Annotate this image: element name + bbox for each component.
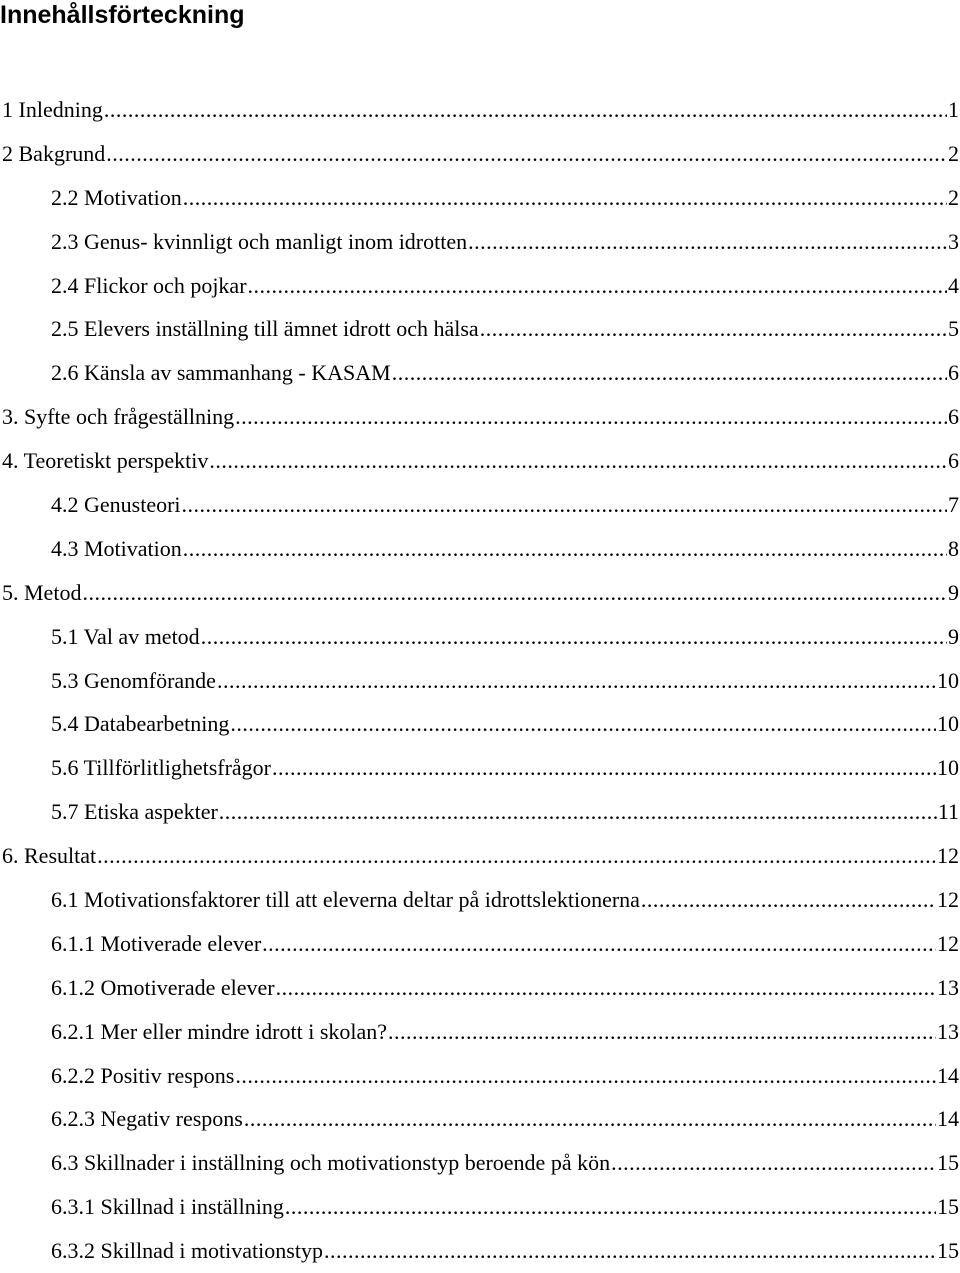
dot-leader xyxy=(285,1194,936,1220)
toc-entry[interactable] xyxy=(0,966,960,1010)
toc-entry-title: 6.3.2 Skillnad i motivationstyp xyxy=(51,1238,323,1264)
toc-entry[interactable] xyxy=(0,264,960,308)
toc-entry-page-number: 15 xyxy=(937,1238,959,1264)
dot-leader xyxy=(209,448,947,474)
toc-entry[interactable] xyxy=(0,1097,960,1141)
dot-leader xyxy=(641,887,936,913)
toc-entry-page-number: 8 xyxy=(948,535,959,561)
toc-entry-page-number: 2 xyxy=(948,140,959,166)
toc-entry-title: 2 Bakgrund xyxy=(2,140,106,166)
dot-leader xyxy=(388,1019,936,1045)
toc-entry-title: 3. Syfte och frågeställning xyxy=(2,404,235,430)
toc-entry-page-number: 14 xyxy=(937,1106,959,1132)
toc-entry[interactable] xyxy=(0,702,960,746)
dot-leader xyxy=(97,843,936,869)
dot-leader xyxy=(468,229,947,255)
dot-leader xyxy=(324,1238,936,1264)
toc-entry-title: 6. Resultat xyxy=(2,843,97,869)
toc-entry[interactable] xyxy=(0,132,960,176)
toc-entry-page-number: 10 xyxy=(937,667,959,693)
toc-entry[interactable] xyxy=(0,176,960,220)
toc-entry-title: 2.6 Känsla av sammanhang - KASAM xyxy=(51,360,391,386)
toc-entry-page-number: 6 xyxy=(948,360,959,386)
toc-entry-page-number: 9 xyxy=(948,623,959,649)
toc-entry-page-number: 2 xyxy=(948,184,959,210)
toc-entry[interactable] xyxy=(0,527,960,571)
dot-leader xyxy=(276,975,936,1001)
toc-entry-title: 6.3 Skillnader i inställning och motivationstyp beroende på kön xyxy=(51,1150,611,1176)
toc-entry-title: 5.1 Val av metod xyxy=(51,623,200,649)
toc-entry[interactable] xyxy=(0,88,960,132)
toc-entry-title: 6.3.1 Skillnad i inställning xyxy=(51,1194,284,1220)
toc-entry[interactable] xyxy=(0,1185,960,1229)
toc-entry[interactable] xyxy=(0,922,960,966)
toc-entry[interactable] xyxy=(0,834,960,878)
page-title: Innehållsförteckning xyxy=(0,1,245,29)
toc-entry-page-number: 6 xyxy=(948,448,959,474)
toc-entry[interactable] xyxy=(0,659,960,703)
toc-entry[interactable] xyxy=(0,878,960,922)
toc-entry-page-number: 4 xyxy=(948,272,959,298)
toc-entry-title: 6.1.2 Omotiverade elever xyxy=(51,974,275,1000)
toc-entry-title: 5.6 Tillförlitlighetsfrågor xyxy=(51,755,271,781)
dot-leader xyxy=(217,668,936,694)
toc-entry[interactable] xyxy=(0,1229,960,1273)
toc-entry-page-number: 15 xyxy=(937,1194,959,1220)
toc-entry-title: 2.5 Elevers inställning till ämnet idrott och hälsa xyxy=(51,316,479,342)
toc-entry[interactable] xyxy=(0,439,960,483)
toc-entry[interactable] xyxy=(0,615,960,659)
toc-entry-page-number: 12 xyxy=(937,886,959,912)
toc-entry-title: 5.7 Etiska aspekter xyxy=(51,799,218,825)
table-of-contents xyxy=(0,88,960,1273)
toc-entry-page-number: 12 xyxy=(937,930,959,956)
toc-entry-title: 5.4 Databearbetning xyxy=(51,711,230,737)
toc-entry-page-number: 10 xyxy=(937,755,959,781)
toc-entry-title: 4. Teoretiskt perspektiv xyxy=(2,448,209,474)
toc-entry-page-number: 10 xyxy=(937,711,959,737)
dot-leader xyxy=(611,1150,936,1176)
toc-entry-page-number: 9 xyxy=(948,579,959,605)
toc-entry[interactable] xyxy=(0,307,960,351)
dot-leader xyxy=(392,360,947,386)
toc-entry-title: 6.1.1 Motiverade elever xyxy=(51,930,262,956)
toc-entry-title: 2.2 Motivation xyxy=(51,184,182,210)
toc-entry[interactable] xyxy=(0,571,960,615)
toc-entry-page-number: 1 xyxy=(948,96,959,122)
toc-entry[interactable] xyxy=(0,790,960,834)
dot-leader xyxy=(272,755,936,781)
toc-entry-title: 4.3 Motivation xyxy=(51,535,182,561)
dot-leader xyxy=(201,624,947,650)
dot-leader xyxy=(183,536,947,562)
toc-entry-page-number: 3 xyxy=(948,228,959,254)
toc-entry[interactable] xyxy=(0,1054,960,1098)
toc-entry-page-number: 5 xyxy=(948,316,959,342)
toc-entry-title: 4.2 Genusteori xyxy=(51,491,181,517)
dot-leader xyxy=(480,316,947,342)
dot-leader xyxy=(106,141,947,167)
toc-entry[interactable] xyxy=(0,351,960,395)
dot-leader xyxy=(235,404,947,430)
dot-leader xyxy=(182,492,947,518)
toc-entry-page-number: 13 xyxy=(937,974,959,1000)
toc-entry-page-number: 14 xyxy=(937,1062,959,1088)
toc-entry-page-number: 6 xyxy=(948,404,959,430)
toc-entry-title: 5.3 Genomförande xyxy=(51,667,216,693)
dot-leader xyxy=(244,1106,936,1132)
toc-entry[interactable] xyxy=(0,1010,960,1054)
toc-entry[interactable] xyxy=(0,220,960,264)
dot-leader xyxy=(230,711,936,737)
toc-entry[interactable] xyxy=(0,1141,960,1185)
dot-leader xyxy=(82,580,947,606)
toc-entry-title: 6.1 Motivationsfaktorer till att eleverna deltar på idrottslektionerna xyxy=(51,886,640,912)
toc-entry-title: 6.2.3 Negativ respons xyxy=(51,1106,243,1132)
toc-entry-title: 2.3 Genus- kvinnligt och manligt inom idrotten xyxy=(51,228,468,254)
dot-leader xyxy=(235,1063,936,1089)
toc-entry-page-number: 15 xyxy=(937,1150,959,1176)
toc-entry-title: 5. Metod xyxy=(2,579,82,605)
toc-entry-page-number: 13 xyxy=(937,1018,959,1044)
toc-entry[interactable] xyxy=(0,395,960,439)
toc-entry-page-number: 12 xyxy=(937,843,959,869)
dot-leader xyxy=(262,931,936,957)
dot-leader xyxy=(183,185,947,211)
dot-leader xyxy=(248,273,947,299)
toc-entry-title: 2.4 Flickor och pojkar xyxy=(51,272,247,298)
dot-leader xyxy=(219,799,937,825)
toc-entry[interactable] xyxy=(0,746,960,790)
toc-entry-title: 6.2.1 Mer eller mindre idrott i skolan? xyxy=(51,1018,388,1044)
dot-leader xyxy=(104,97,947,123)
toc-entry-title: 1 Inledning xyxy=(2,96,103,122)
toc-entry[interactable] xyxy=(0,483,960,527)
toc-entry-page-number: 7 xyxy=(948,491,959,517)
toc-entry-title: 6.2.2 Positiv respons xyxy=(51,1062,235,1088)
toc-entry-page-number: 11 xyxy=(937,799,959,825)
